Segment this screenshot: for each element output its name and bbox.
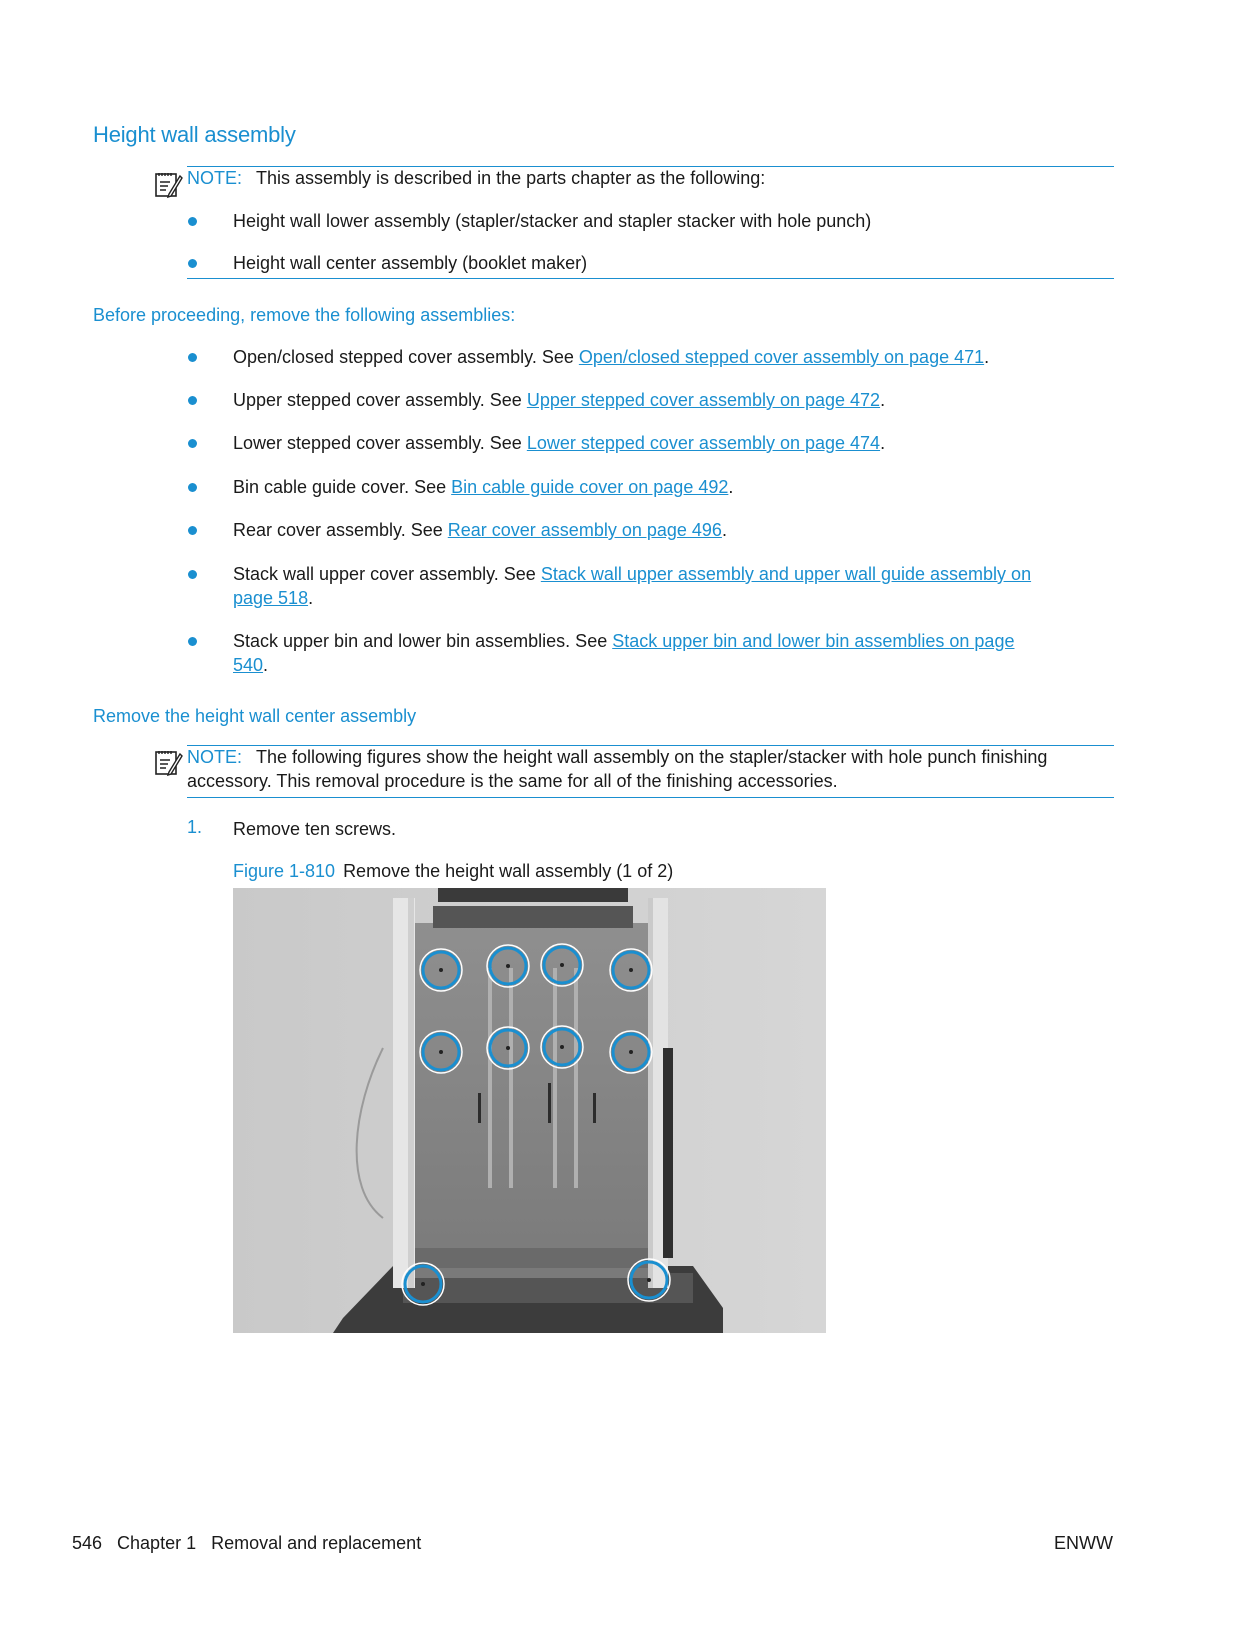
footer-left: 546 Chapter 1 Removal and replacement <box>72 1533 422 1553</box>
note-icon <box>153 748 183 778</box>
figure-label: Figure 1-810 <box>233 861 336 881</box>
before-item-link[interactable]: Upper stepped cover assembly on page 472 <box>526 390 881 410</box>
bullet <box>188 259 197 268</box>
note1-bottom-rule <box>187 278 1114 279</box>
before-item-end: . <box>880 390 886 410</box>
figure-caption <box>233 861 673 882</box>
before-item-text: Stack wall upper cover assembly. See <box>233 564 541 584</box>
bullet <box>188 217 197 226</box>
before-item-link[interactable]: Rear cover assembly on page 496 <box>447 520 722 540</box>
before-item <box>233 388 1113 412</box>
bullet <box>188 637 197 646</box>
note2-bottom-rule <box>187 797 1114 798</box>
before-item-end: . <box>984 347 990 367</box>
note2 <box>187 745 1107 793</box>
before-item <box>233 475 1113 499</box>
before-item-end: . <box>728 477 734 497</box>
before-item-link[interactable]: Stack wall upper assembly and upper wall guide assembly on page 518 <box>233 564 1032 608</box>
figure-caption-text: Remove the height wall assembly (1 of 2) <box>343 861 674 881</box>
before-item-end: . <box>721 520 727 540</box>
note2-text: The following figures show the height wall assembly on the stapler/stacker with hole punch finishing accessory. This removal procedure is the same for all of the finishing accessories. <box>187 747 1048 791</box>
before-item <box>233 431 1113 455</box>
note1 <box>187 166 1107 190</box>
before-item-text: Upper stepped cover assembly. See <box>233 390 527 410</box>
before-item-link[interactable]: Open/closed stepped cover assembly on page 471 <box>578 347 985 367</box>
before-item <box>233 629 1053 677</box>
before-item-text: Open/closed stepped cover assembly. See <box>233 347 579 367</box>
bullet <box>188 396 197 405</box>
bullet <box>188 353 197 362</box>
note1-item: Height wall lower assembly (stapler/stacker and stapler stacker with hole punch) <box>233 211 872 231</box>
before-item <box>233 345 1113 369</box>
before-item-end: . <box>880 433 886 453</box>
before-item-text: Bin cable guide cover. See <box>233 477 452 497</box>
bullet <box>188 483 197 492</box>
note2-label: NOTE: <box>187 747 243 767</box>
bullet <box>188 526 197 535</box>
before-item-link[interactable]: Lower stepped cover assembly on page 474 <box>526 433 881 453</box>
before-item-end: . <box>308 588 314 608</box>
remove-heading: Remove the height wall center assembly <box>93 706 417 726</box>
step-text: Remove ten screws. <box>233 819 397 839</box>
before-item-text: Stack upper bin and lower bin assemblies. See <box>233 631 613 651</box>
page-title: Height wall assembly <box>93 122 296 147</box>
before-item-end: . <box>263 655 269 675</box>
note1-label: NOTE: <box>187 168 243 188</box>
footer-right: ENWW <box>1054 1533 1113 1553</box>
figure-photo <box>233 888 826 1333</box>
bullet <box>188 439 197 448</box>
before-item-link[interactable]: Bin cable guide cover on page 492 <box>451 477 729 497</box>
before-item <box>233 518 1113 542</box>
note1-text: This assembly is described in the parts chapter as the following: <box>256 168 766 188</box>
before-item-link[interactable]: Stack upper bin and lower bin assemblies on page 540 <box>233 631 1015 675</box>
before-item <box>233 562 1033 610</box>
step-number: 1. <box>187 817 203 837</box>
before-heading: Before proceeding, remove the following assemblies: <box>93 305 516 325</box>
note1-item: Height wall center assembly (booklet maker) <box>233 253 588 273</box>
before-item-text: Lower stepped cover assembly. See <box>233 433 527 453</box>
before-item-text: Rear cover assembly. See <box>233 520 448 540</box>
bullet <box>188 570 197 579</box>
note-icon <box>153 170 183 200</box>
